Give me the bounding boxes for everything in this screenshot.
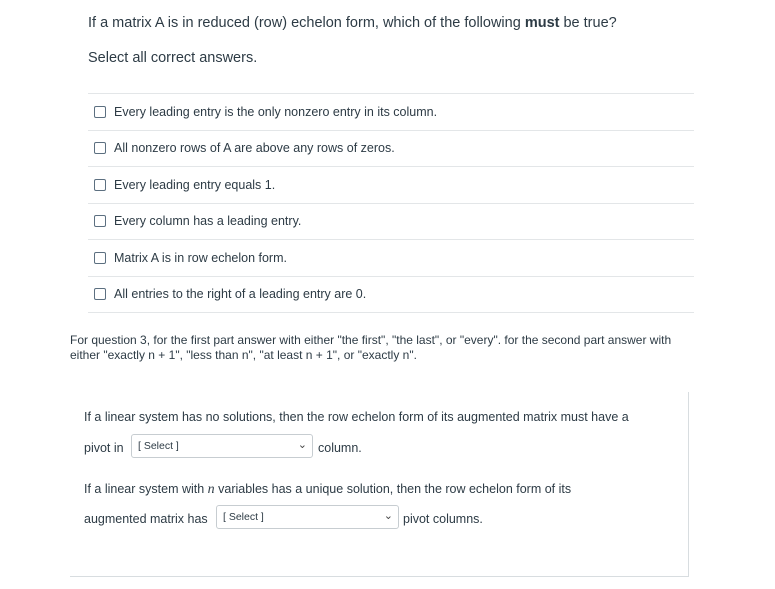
pivot-count-select[interactable] (216, 505, 399, 529)
q3-augmented-label: augmented matrix has (84, 512, 208, 526)
answer-checkbox[interactable] (94, 215, 106, 227)
q3-line-3-b: variables has a unique solution, then the row echelon form of its (214, 482, 572, 496)
q3-line-3-a: If a linear system with (84, 482, 208, 496)
q3-line-1: If a linear system has no solutions, then the row echelon form of its augmented matrix must have a (84, 410, 629, 424)
answer-label: Every column has a leading entry. (114, 214, 302, 229)
answer-label: All entries to the right of a leading entry are 0. (114, 287, 367, 302)
question-title-prefix: If a matrix A is in reduced (row) echelon form, which of the following (88, 15, 525, 31)
answer-option-6[interactable] (88, 276, 694, 314)
answer-list (88, 93, 694, 313)
answer-label: Every leading entry is the only nonzero entry in its column. (114, 104, 438, 119)
q3-column-label: column. (318, 441, 362, 455)
answer-label: All nonzero rows of A are above any rows of zeros. (114, 141, 395, 156)
chevron-down-icon: ⌄ (383, 510, 393, 522)
answer-option-2[interactable] (88, 130, 694, 167)
variable-n: n (207, 482, 215, 497)
question-3-instructions: For question 3, for the first part answer with either "the first", "the last", or "every". for the second part answer with either "exactly n + 1", "less than n", "at least n + 1", or "exactly n". (70, 333, 672, 362)
answer-checkbox[interactable] (94, 288, 106, 300)
answer-option-5[interactable] (88, 239, 694, 276)
question-title (88, 15, 617, 31)
answer-checkbox[interactable] (94, 252, 106, 264)
q3-pivot-in-label: pivot in (84, 441, 124, 455)
question-title-suffix: be true? (559, 15, 617, 31)
q3-pivot-columns-label: pivot columns. (403, 512, 483, 526)
answer-checkbox[interactable] (94, 179, 106, 191)
pivot-location-select[interactable] (131, 434, 313, 458)
question-title-emphasis: must (524, 15, 560, 31)
answer-option-1[interactable] (88, 93, 694, 130)
question-3-panel (70, 392, 689, 577)
answer-checkbox[interactable] (94, 142, 106, 154)
answer-checkbox[interactable] (94, 106, 106, 118)
q3-line-3 (84, 482, 571, 498)
question-instructions: Select all correct answers. (88, 50, 258, 66)
pivot-location-select-value: [ Select ] (138, 440, 179, 452)
answer-label: Matrix A is in row echelon form. (114, 250, 287, 265)
pivot-count-select-value: [ Select ] (223, 511, 264, 523)
answer-label: Every leading entry equals 1. (114, 177, 276, 192)
chevron-down-icon: ⌄ (297, 439, 307, 451)
answer-option-4[interactable] (88, 203, 694, 240)
answer-option-3[interactable] (88, 166, 694, 203)
